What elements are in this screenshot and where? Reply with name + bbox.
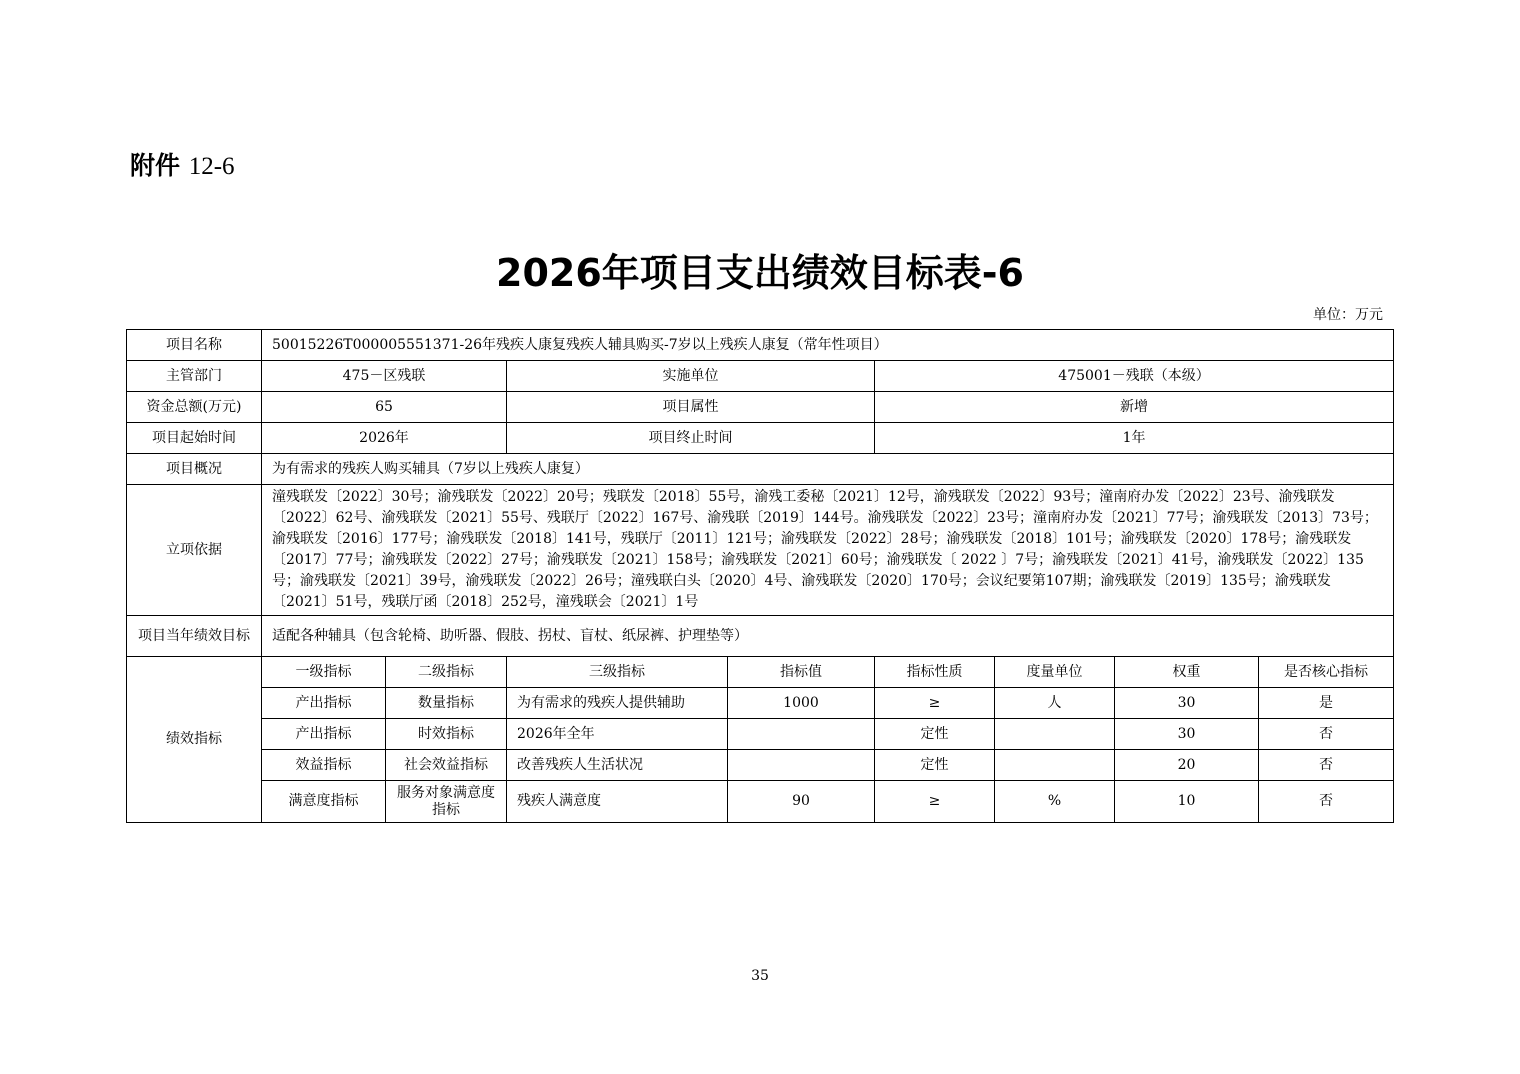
fund-label: 资金总额(万元) xyxy=(127,392,262,423)
fund-value: 65 xyxy=(262,392,507,423)
overview-value: 为有需求的残疾人购买辅具（7岁以上残疾人康复） xyxy=(262,454,1394,485)
project-name-label: 项目名称 xyxy=(127,330,262,361)
header-level2: 二级指标 xyxy=(386,657,507,688)
header-weight: 权重 xyxy=(1115,657,1259,688)
basis-label: 立项依据 xyxy=(127,485,262,616)
weight-cell: 30 xyxy=(1115,719,1259,750)
level2-cell: 服务对象满意度指标 xyxy=(386,781,507,823)
level1-cell: 产出指标 xyxy=(262,719,386,750)
performance-table xyxy=(126,329,1394,823)
level3-cell: 残疾人满意度 xyxy=(507,781,728,823)
table-row xyxy=(127,688,1394,719)
nature-cell: ≥ xyxy=(875,688,995,719)
unit-cell xyxy=(995,750,1115,781)
attachment-label xyxy=(130,146,235,182)
level3-cell: 2026年全年 xyxy=(507,719,728,750)
indicator-section-label: 绩效指标 xyxy=(127,657,262,823)
header-nature: 指标性质 xyxy=(875,657,995,688)
attr-value: 新增 xyxy=(875,392,1394,423)
row-project-name xyxy=(127,330,1394,361)
goal-value: 适配各种辅具（包含轮椅、助听器、假肢、拐杖、盲杖、纸尿裤、护理垫等） xyxy=(262,616,1394,657)
nature-cell: ≥ xyxy=(875,781,995,823)
level2-cell: 社会效益指标 xyxy=(386,750,507,781)
header-core: 是否核心指标 xyxy=(1259,657,1394,688)
weight-cell: 10 xyxy=(1115,781,1259,823)
row-overview xyxy=(127,454,1394,485)
value-cell: 1000 xyxy=(728,688,875,719)
value-cell xyxy=(728,750,875,781)
header-unit: 度量单位 xyxy=(995,657,1115,688)
unit-label: 单位：万元 xyxy=(1313,307,1383,323)
value-cell: 90 xyxy=(728,781,875,823)
value-cell xyxy=(728,719,875,750)
attachment-number: 12-6 xyxy=(188,153,235,180)
project-name-value: 50015226T000005551371-26年残疾人康复残疾人辅具购买-7岁以上残疾人康复（常年性项目） xyxy=(262,330,1394,361)
table-row xyxy=(127,750,1394,781)
level3-cell: 改善残疾人生活状况 xyxy=(507,750,728,781)
start-label: 项目起始时间 xyxy=(127,423,262,454)
goal-label: 项目当年绩效目标 xyxy=(127,616,262,657)
level1-cell: 效益指标 xyxy=(262,750,386,781)
header-value: 指标值 xyxy=(728,657,875,688)
nature-cell: 定性 xyxy=(875,750,995,781)
unit-cell: 人 xyxy=(995,688,1115,719)
row-time xyxy=(127,423,1394,454)
unit-cell: % xyxy=(995,781,1115,823)
impl-value: 475001－残联（本级） xyxy=(875,361,1394,392)
end-label: 项目终止时间 xyxy=(507,423,875,454)
end-value: 1年 xyxy=(875,423,1394,454)
weight-cell: 30 xyxy=(1115,688,1259,719)
page-number: 35 xyxy=(751,968,769,984)
row-fund xyxy=(127,392,1394,423)
impl-label: 实施单位 xyxy=(507,361,875,392)
level3-cell: 为有需求的残疾人提供辅助 xyxy=(507,688,728,719)
table-row xyxy=(127,781,1394,823)
dept-value: 475－区残联 xyxy=(262,361,507,392)
basis-value: 潼残联发〔2022〕30号；渝残联发〔2022〕20号；残联发〔2018〕55号，渝残工委秘〔2021〕12号，渝残联发〔2022〕93号；潼南府办发〔2022〕23号、渝残联发〔2022〕62号、渝残联发〔2021〕55号、残联厅〔2022〕167号、渝残联〔2019〕144号。渝残联发〔2022〕23号；潼南府办发〔2021〕77号；渝残联发〔2013〕73号；渝残联发〔2016〕177号；渝残联发〔2018〕141号，残联厅〔2011〕121号；渝残联发〔2022〕28号；渝残联发〔2018〕101号；渝残联发〔2020〕178号；渝残联发〔2017〕77号；渝残联发〔2022〕27号；渝残联发〔2021〕158号；渝残联发〔2021〕60号；渝残联发〔 2022 〕7号；渝残联发〔2021〕41号，渝残联发〔2022〕135号；渝残联发〔2021〕39号，渝残联发〔2022〕26号；潼残联白头〔2020〕4号、渝残联发〔2020〕170号；会议纪要第107期；渝残联发〔2019〕135号；渝残联发〔2021〕51号，残联厅函〔2018〕252号，潼残联会〔2021〕1号 xyxy=(262,485,1394,616)
header-level3: 三级指标 xyxy=(507,657,728,688)
row-goal xyxy=(127,616,1394,657)
page-title: 2026年项目支出绩效目标表-6 xyxy=(496,251,1024,295)
core-cell: 否 xyxy=(1259,781,1394,823)
row-basis xyxy=(127,485,1394,616)
header-level1: 一级指标 xyxy=(262,657,386,688)
core-cell: 是 xyxy=(1259,688,1394,719)
attachment-text: 附件 xyxy=(130,151,181,180)
table-row xyxy=(127,719,1394,750)
nature-cell: 定性 xyxy=(875,719,995,750)
level1-cell: 满意度指标 xyxy=(262,781,386,823)
weight-cell: 20 xyxy=(1115,750,1259,781)
unit-cell xyxy=(995,719,1115,750)
core-cell: 否 xyxy=(1259,750,1394,781)
row-department xyxy=(127,361,1394,392)
dept-label: 主管部门 xyxy=(127,361,262,392)
core-cell: 否 xyxy=(1259,719,1394,750)
level1-cell: 产出指标 xyxy=(262,688,386,719)
level2-cell: 时效指标 xyxy=(386,719,507,750)
indicator-header-row xyxy=(127,657,1394,688)
attr-label: 项目属性 xyxy=(507,392,875,423)
overview-label: 项目概况 xyxy=(127,454,262,485)
start-value: 2026年 xyxy=(262,423,507,454)
level2-cell: 数量指标 xyxy=(386,688,507,719)
